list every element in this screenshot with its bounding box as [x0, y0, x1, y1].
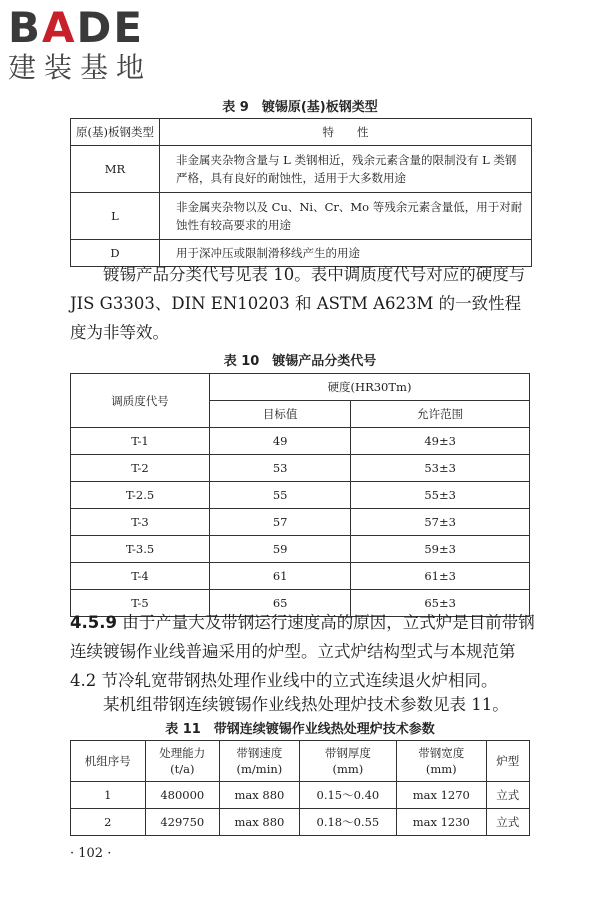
header-unit: (mm): [332, 762, 364, 776]
table-cell: 1: [71, 782, 146, 809]
table10: [70, 373, 530, 617]
table-cell: 49±3: [351, 428, 530, 455]
table-cell: 非金属夹杂物含量与 L 类钢相近，残余元素含量的限制没有 L 类钢严格，具有良好的耐蚀性，适用于大多数用途: [160, 146, 532, 193]
paragraph-section-4-5-9: [70, 608, 536, 695]
table-header-cell: 允许范围: [351, 401, 530, 428]
page-number: · 102 ·: [70, 846, 112, 861]
table11: [70, 740, 530, 836]
table-header-cell: 特 性: [160, 119, 532, 146]
table-cell: 65: [210, 590, 351, 617]
table-cell: T-5: [71, 590, 210, 617]
table-header-cell: [71, 741, 146, 782]
table-cell: max 880: [220, 782, 300, 809]
header-line: 带钢宽度: [418, 746, 465, 760]
table-row: [71, 809, 530, 836]
table-row: [71, 536, 530, 563]
paragraph-table11-intro: 某机组带钢连续镀锡作业线热处理炉技术参数见表 11。: [103, 695, 509, 714]
table-header-cell: 调质度代号: [71, 374, 210, 428]
table-cell: 55: [210, 482, 351, 509]
table-header-cell: [396, 741, 486, 782]
table-cell: 53: [210, 455, 351, 482]
header-unit: (mm): [425, 762, 457, 776]
table-cell: 49: [210, 428, 351, 455]
table-cell: MR: [71, 146, 160, 193]
header-line: 机组序号: [84, 754, 131, 768]
table-cell: 480000: [145, 782, 220, 809]
table-row: [71, 455, 530, 482]
logo-letters-2: DE: [76, 3, 145, 52]
table-cell: 65±3: [351, 590, 530, 617]
table10-caption: 表 10 镀锡产品分类代号: [223, 354, 377, 369]
section-text: 由于产量大及带钢运行速度高的原因，立式炉是目前带钢连续镀锡作业线普遍采用的炉型。立式炉结构型式与本规范第 4.2 节冷轧宽带钢热处理作业线中的立式连续退火炉相同。: [70, 613, 535, 690]
table-cell: T-4: [71, 563, 210, 590]
table-header-cell: [486, 741, 529, 782]
table-cell: 59±3: [351, 536, 530, 563]
table-row: [71, 193, 532, 240]
header-line: 带钢速度: [236, 746, 283, 760]
table-row: [71, 782, 530, 809]
header-line: 处理能力: [159, 746, 206, 760]
table-cell: 0.18～0.55: [299, 809, 396, 836]
table-header-cell: [220, 741, 300, 782]
table-header-cell: [145, 741, 220, 782]
table-header-cell: [299, 741, 396, 782]
table-cell: max 880: [220, 809, 300, 836]
table-header-cell: 硬度(HR30Tm): [210, 374, 530, 401]
table-cell: 57±3: [351, 509, 530, 536]
paragraph-table10-intro: 镀锡产品分类代号见表 10。表中调质度代号对应的硬度与 JIS G3303、DIN EN10203 和 ASTM A623M 的一致性程度为非等效。: [70, 265, 526, 342]
table-cell: 61±3: [351, 563, 530, 590]
table-cell: T-1: [71, 428, 210, 455]
table-cell: 61: [210, 563, 351, 590]
table-cell: 立式: [486, 809, 529, 836]
header-unit: (t/a): [170, 762, 195, 776]
table9-caption: 表 9 镀锡原(基)板钢类型: [222, 100, 378, 115]
table-header-cell: 目标值: [210, 401, 351, 428]
table-header-row: [71, 119, 532, 146]
table-cell: 立式: [486, 782, 529, 809]
table-cell: 2: [71, 809, 146, 836]
logo-letters-1: B: [8, 3, 43, 52]
table-cell: L: [71, 193, 160, 240]
table-cell: T-3.5: [71, 536, 210, 563]
table-cell: 57: [210, 509, 351, 536]
table-row: [71, 482, 530, 509]
header-line: 炉型: [496, 754, 520, 768]
table-cell: 非金属夹杂物以及 Cu、Ni、Cr、Mo 等残余元素含量低，用于对耐蚀性有较高要求的用途: [160, 193, 532, 240]
logo-subtitle: 建装基地: [8, 51, 153, 84]
table-cell: 0.15～0.40: [299, 782, 396, 809]
header-line: 带钢厚度: [324, 746, 371, 760]
table-cell: max 1270: [396, 782, 486, 809]
table-cell: 429750: [145, 809, 220, 836]
table-header-cell: 原(基)板钢类型: [71, 119, 160, 146]
logo-wordmark: [8, 3, 178, 52]
table-cell: 53±3: [351, 455, 530, 482]
table-row: [71, 146, 532, 193]
logo: [8, 3, 178, 84]
table9: [70, 118, 532, 267]
table11-caption: 表 11 带钢连续镀锡作业线热处理炉技术参数: [165, 722, 435, 737]
table-cell: D: [71, 240, 160, 267]
table-header-row: [71, 374, 530, 401]
table-cell: T-2.5: [71, 482, 210, 509]
section-number: 4.5.9: [70, 613, 117, 632]
table-header-row: [71, 741, 530, 782]
table-cell: max 1230: [396, 809, 486, 836]
table-row: [71, 428, 530, 455]
header-unit: (m/min): [236, 762, 283, 776]
table-row: [71, 563, 530, 590]
table-cell: 55±3: [351, 482, 530, 509]
logo-letter-accent: A: [42, 3, 77, 52]
table-row: [71, 509, 530, 536]
table-cell: T-3: [71, 509, 210, 536]
table-cell: 用于深冲压或限制滑移线产生的用途: [160, 240, 532, 267]
table-cell: 59: [210, 536, 351, 563]
table-cell: T-2: [71, 455, 210, 482]
